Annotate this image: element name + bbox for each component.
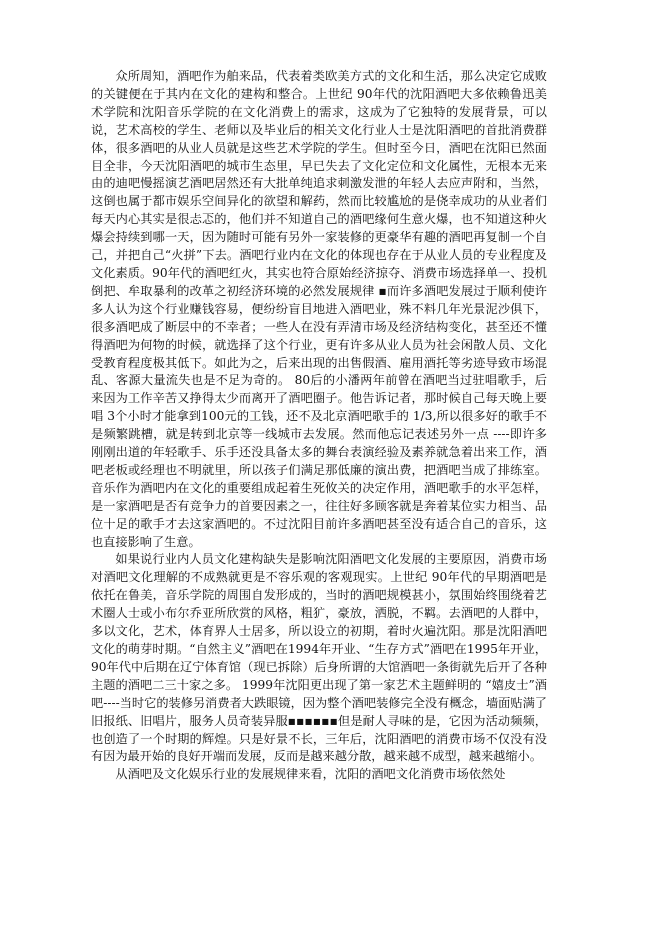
body-text (91, 68, 547, 784)
paragraph-2: 如果说行业内人员文化建构缺失是影响沈阳酒吧文化发展的主要原因，消费市场对酒吧文化理解的不成熟就更是不容乐观的客观现实。上世纪 90年代的早期酒吧是依托在鲁美，音乐学院的周围自发形成的，当时的酒吧规模甚小，氛围始终围绕着艺术圈人士或小布尔乔亚所欣赏的风格，粗犷，豪放，洒脱，不羁。去酒吧的人群中，多以文化，艺术，体育界人士居多，所以设立的初期，着时火遍沈阳。那是沈阳酒吧文化的萌芽时期。“自然主义”酒吧在1994年开业、“生存方式”酒吧在1995年开业，90年代中后期在辽宁体育馆（现已拆除）后身所谓的大馆酒吧一条街就先后开了各种主题的酒吧二三十家之多。 1999年沈阳更出现了第一家艺术主题鲜明的 “嬉皮士”酒吧----当时它的装修另消费者大跌眼镜，因为整个酒吧装修完全没有概念，墙面贴满了旧报纸、旧唱片，服务人员奇装异服▪▪▪▪▪▪但是耐人寻味的是，它因为活动频频，也创造了一个时期的辉煌。只是好景不长，三年后，沈阳酒吧的消费市场不仅没有没有因为最开始的良好开端而发展，反而是越来越分散，越来越不成型，越来越缩小。 (91, 552, 547, 764)
paragraph-3: 从酒吧及文化娱乐行业的发展规律来看，沈阳的酒吧文化消费市场依然处 (115, 767, 506, 782)
paragraph-1: 众所周知，酒吧作为舶来品，代表着类欧美方式的文化和生活，那么决定它成败的关键便在于其内在文化的建构和整合。上世纪 90年代的沈阳酒吧大多依赖鲁迅美术学院和沈阳音乐学院的在文化消费上的需求，这成为了它独特的发展背景，可以说，艺术高校的学生、老师以及毕业后的相关文化行业人士是沈阳酒吧的首批消费群体，很多酒吧的从业人员就是这些艺术学院的学生。但时至今日，酒吧在沈阳已然面目全非，今天沈阳酒吧的城市生态里，早已失去了文化定位和文化属性，无根本无来由的迪吧慢摇演艺酒吧居然还有大批单纯追求刺激发泄的年轻人去应声附和，当然，这倒也属于都市娱乐空间异化的欲望和解药，然而比较尴尬的是侥幸成功的从业者们每天内心其实是很忐忑的，他们并不知道自己的酒吧缘何生意火爆，也不知道这种火爆会持续到哪一天，因为随时可能有另外一家装修的更豪华有趣的酒吧再复制一个自己，并把自己“火拼”下去。酒吧行业内在文化的体现也存在于从业人员的专业程度及文化素质。90年代的酒吧红火，其实也符合原始经济掠夺、消费市场选择单一、投机倒把、牟取暴利的改革之初经济环境的必然发展规律 ▪而许多酒吧发展过于顺利使许多人认为这个行业赚钱容易，便纷纷盲目地进入酒吧业，殊不料几年光景泥沙俱下，很多酒吧成了断层中的不幸者；一些人在没有弄清市场及经济结构变化，甚至还不懂得酒吧为何物的时候，就选择了这个行业，更有许多从业人员为社会闲散人员、文化受教育程度极其低下。如此为之，后来出现的出售假酒、雇用酒托等劣迹导致市场混乱、客源大量流失也是不足为奇的。 80后的小潘两年前曾在酒吧当过驻唱歌手，后来因为工作辛苦又挣得太少而离开了酒吧圈子。他告诉记者，那时候自己每天晚上要唱 3个小时才能拿到100元的工钱，还不及北京酒吧歌手的 1/3,所以很多好的歌手不是频繁跳槽，就是转到北京等一线城市去发展。然而他忘记表述另外一点 ----即许多刚刚出道的年轻歌手、乐手还没具备太多的舞台表演经验及素养就急着出来工作，酒吧老板或经理也不明就里，所以孩子们满足那低廉的演出费，把酒吧当成了排练室。音乐作为酒吧内在文化的重要组成起着生死攸关的决定作用，酒吧歌手的水平怎样，是一家酒吧是否有竞争力的首要因素之一，往往好多顾客就是奔着某位实力相当、品位十足的歌手才去这家酒吧的。不过沈阳目前许多酒吧甚至没有适合自己的音乐，这也直接影响了生意。 (91, 69, 547, 549)
